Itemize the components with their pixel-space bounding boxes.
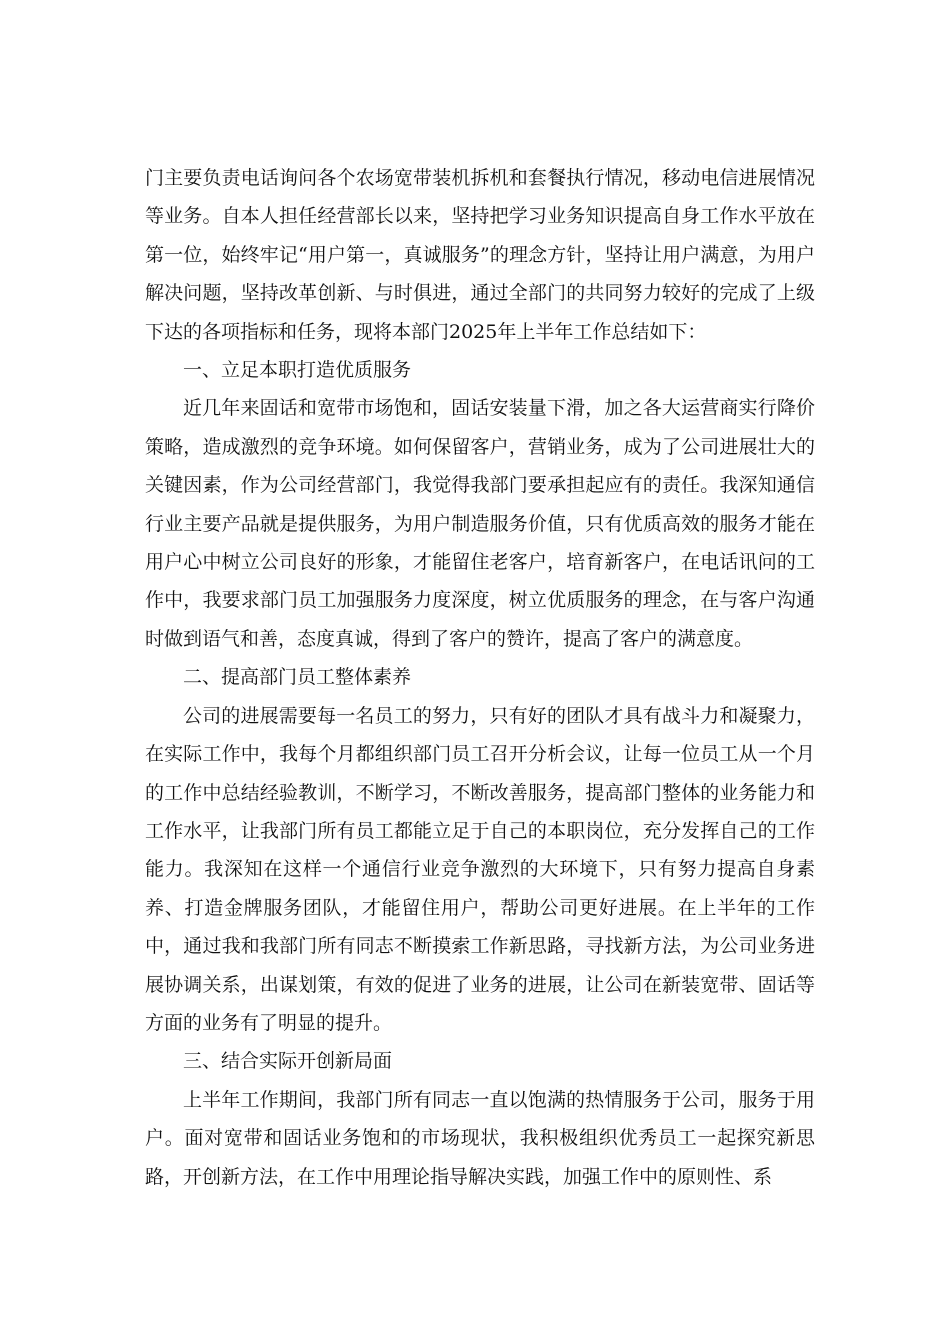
- section-heading-1: 一、立足本职打造优质服务: [183, 359, 412, 382]
- section-paragraph-1: 近几年来固话和宽带市场饱和，固话安装量下滑，加之各大运营商实行降价策略，造成激烈的竞争环境。如何保留客户，营销业务，成为了公司进展壮大的关键因素，作为公司经营部门，我觉得我部门要承担起应有的责任。我深知通信行业主要产品就是提供服务，为用户制造服务价值，只有优质高效的服务才能在用户心中树立公司良好的形象，才能留住老客户，培育新客户，在电话讯问的工作中，我要求部门员工加强服务力度深度，树立优质服务的理念，在与客户沟通时做到语气和善，态度真诚，得到了客户的赞许，提高了客户的满意度。: [145, 397, 815, 650]
- section-paragraph-3: 上半年工作期间，我部门所有同志一直以饱满的热情服务于公司，服务于用户。面对宽带和固话业务饱和的市场现状，我积极组织优秀员工一起探究新思路，开创新方法，在工作中用理论指导解决实践，加强工作中的原则性、系: [145, 1088, 815, 1188]
- intro-paragraph: 门主要负责电话询问各个农场宽带装机拆机和套餐执行情况，移动电信进展情况等业务。自本人担任经营部长以来，坚持把学习业务知识提高自身工作水平放在第一位，始终牢记“用户第一，真诚服务”的理念方针，坚持让用户满意，为用户解决问题，坚持改革创新、与时俱进，通过全部门的共同努力较好的完成了上级下达的各项指标和任务，现将本部门2025年上半年工作总结如下：: [145, 167, 815, 343]
- section-heading-2: 二、提高部门员工整体素养: [183, 666, 412, 689]
- document-body: [145, 159, 815, 1196]
- section-heading-3: 三、结合实际开创新局面: [183, 1050, 393, 1073]
- section-paragraph-2: 公司的进展需要每一名员工的努力，只有好的团队才具有战斗力和凝聚力，在实际工作中，我每个月都组织部门员工召开分析会议，让每一位员工从一个月的工作中总结经验教训，不断学习，不断改善服务，提高部门整体的业务能力和工作水平，让我部门所有员工都能立足于自己的本职岗位，充分发挥自己的工作能力。我深知在这样一个通信行业竞争激烈的大环境下，只有努力提高自身素养、打造金牌服务团队，才能留住用户，帮助公司更好进展。在上半年的工作中，通过我和我部门所有同志不断摸索工作新思路，寻找新方法，为公司业务进展协调关系，出谋划策，有效的促进了业务的进展，让公司在新装宽带、固话等方面的业务有了明显的提升。: [145, 704, 815, 1034]
